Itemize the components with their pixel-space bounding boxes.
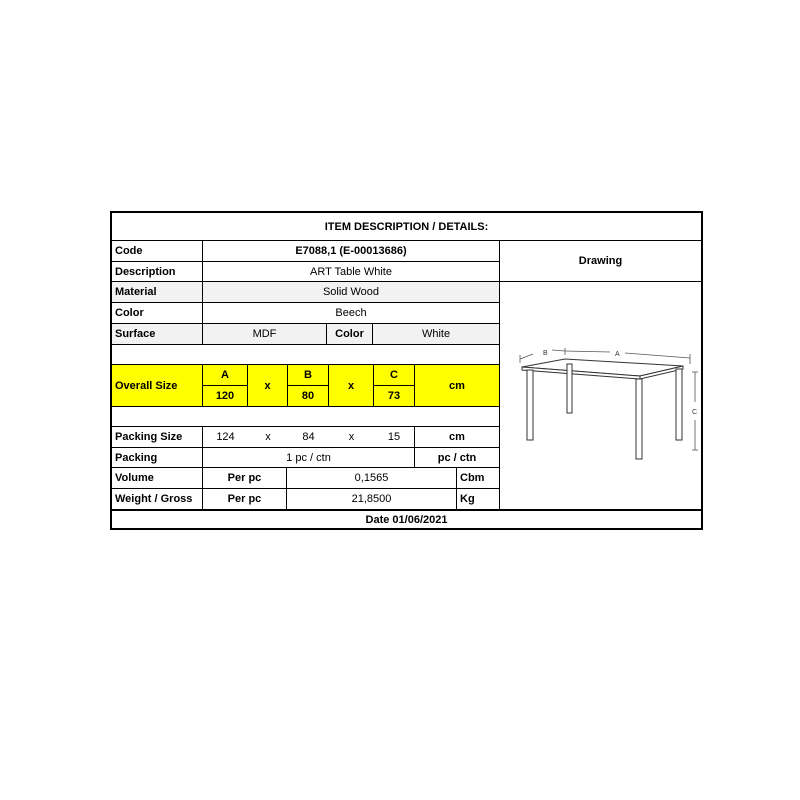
packing-size-unit: cm [415,427,500,448]
packing-size-c: 15 [374,427,415,448]
packing-size-sep-2: x [329,427,374,448]
spacer-row [112,407,500,427]
sheet-title: ITEM DESCRIPTION / DETAILS: [112,213,701,241]
description-value: ART Table White [203,262,500,282]
overall-size-c-label: C [374,365,415,386]
packing-value: 1 pc / ctn [203,448,415,468]
color-value: Beech [203,303,500,324]
packing-size-b: 84 [288,427,329,448]
volume-label: Volume [112,468,203,489]
code-value: E7088,1 (E-00013686) [203,241,500,262]
overall-size-sep-2: x [329,365,374,407]
surface-color-label: Color [327,324,373,345]
code-label: Code [112,241,203,262]
overall-size-b-value: 80 [288,386,329,407]
overall-size-c-value: 73 [374,386,415,407]
volume-value: 0,1565 [287,468,457,489]
item-details-sheet [110,211,703,530]
packing-label: Packing [112,448,203,468]
weight-per: Per pc [203,489,287,510]
dim-b-label: B [543,350,548,357]
material-label: Material [112,282,203,303]
packing-size-sep-1: x [248,427,288,448]
packing-size-a: 124 [203,427,248,448]
overall-size-label: Overall Size [112,365,203,407]
drawing-area [500,282,701,510]
footer-date: Date 01/06/2021 [112,510,701,528]
weight-label: Weight / Gross [112,489,203,510]
weight-value: 21,8500 [287,489,457,510]
table-top [522,359,683,379]
table-drawing [500,282,701,510]
description-label: Description [112,262,203,282]
surface-value: MDF [203,324,327,345]
surface-label: Surface [112,324,203,345]
material-value: Solid Wood [203,282,500,303]
color-label: Color [112,303,203,324]
overall-size-a-value: 120 [203,386,248,407]
volume-per: Per pc [203,468,287,489]
packing-size-label: Packing Size [112,427,203,448]
overall-size-unit: cm [415,365,500,407]
dim-c-label: C [692,409,698,416]
overall-size-sep-1: x [248,365,288,407]
spacer-row [112,345,500,365]
dim-a-label: A [615,351,620,358]
volume-unit: Cbm [457,468,500,489]
overall-size-a-label: A [203,365,248,386]
surface-color-value: White [373,324,500,345]
overall-size-b-label: B [288,365,329,386]
table-legs [527,364,682,459]
packing-unit: pc / ctn [415,448,500,468]
weight-unit: Kg [457,489,500,510]
drawing-title: Drawing [500,241,701,282]
